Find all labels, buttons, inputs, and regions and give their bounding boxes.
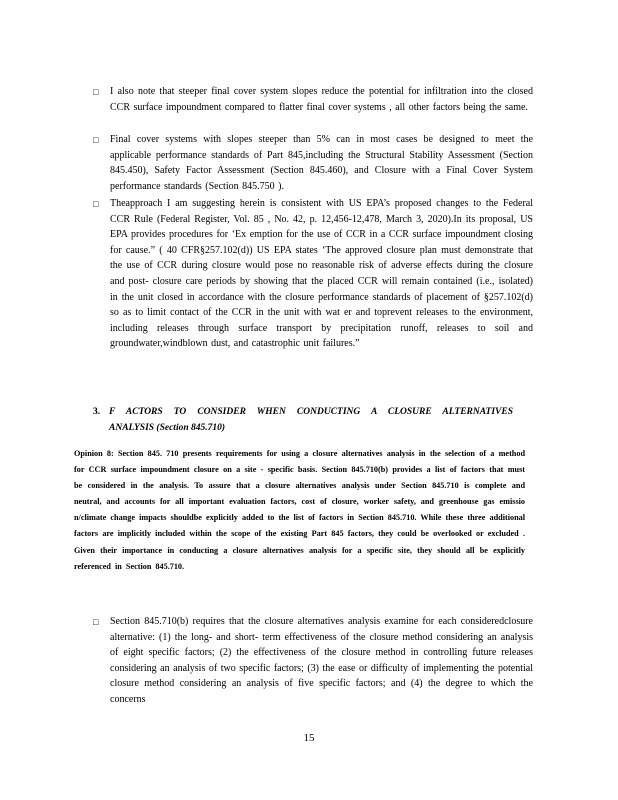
- bullet-box-icon: □: [93, 135, 99, 145]
- bullet-text: Final cover systems with slopes steeper than 5% can in most cases be designed to meet the applicable performance standards of Part 845,including the Structural Stability Assessment (Section 845.450), Safety Factor Assessment (Section 845.460), and Closure with a Final Cover System performance standards (Section 845.750 ).: [110, 134, 533, 192]
- section-title-line2: ANALYSIS (Section 845.710): [109, 423, 226, 433]
- bullet-item: [93, 614, 533, 710]
- opinion-paragraph: Opinion 8: Section 845. 710 presents requirements for using a closure alternatives analysis in the selection of a method for CCR surface impoundment closure on a site - specific basis. Section 845.710(b) provides a list of factors that must be considered in the analysis. To assure that a closure alternatives analysis under Section 845.710 is complete and neutral, and accounts for all important evaluation factors, cost of closure, worker safety, and greenhouse gas emissio n/climate change impacts shouldbe explicitly added to the list of factors in Section 845.710. While these three additional factors are implicitly included within the scope of the existing Part 845 factors, they could be overlooked or excluded . Given their importance in conducting a closure alternatives analysis for a specific site, they should all be explicitly referenced in Section 845.710.: [74, 449, 525, 571]
- bullet-box-icon: □: [93, 199, 99, 209]
- bullet-text: Theapproach I am suggesting herein is consistent with US EPA’s proposed changes to the Federal CCR Rule (Federal Register, Vol. 85 , No. 42, p. 12,456-12,478, March 3, 2020).In its proposal, US EPA provides procedures for ‘Ex emption for the use of CCR in a CCR surface impoundment closing for cause.” ( 40 CFR§257.102(d)) US EPA states ‘The approved closure plan must demonstrate that the use of CCR during closure would pose no reasonable risk of adverse effects during the closure and post- closure care periods by showing that the placed CCR will remain contained (i.e., isolated) in the unit closed in accordance with the closure performance standards of placement of §257.102(d) so as to limit contact of the CCR in the unit with wat er and toprevent releases to the environment, including releases through surface transport by precipitation runoff, releases to soil and groundwater,windblown dust, and catastrophic unit failures.”: [110, 198, 533, 350]
- bullet-item: [93, 196, 533, 376]
- bullet-item: [93, 84, 533, 132]
- bullet-text: I also note that steeper final cover system slopes reduce the potential for infiltration into the closed CCR surface impoundment compared to flatter final cover systems , all other factors being the same.: [110, 86, 533, 113]
- page-number: 15: [303, 732, 315, 744]
- section-title-line1: F ACTORS TO CONSIDER WHEN CONDUCTING A CLOSURE ALTERNATIVES: [109, 407, 513, 417]
- bullet-item: [93, 132, 533, 196]
- bullet-text: Section 845.710(b) requires that the closure alternatives analysis examine for each consideredclosure alternative: (1) the long- and short- term effectiveness of the closure method considering an analysis of eight specific factors; (2) the effectiveness of the closure method in controlling future releases considering an analysis of two specific factors; (3) the ease or difficulty of implementing the potential closure method considering an analysis of five specific factors; and (4) the degree to which the concerns: [110, 616, 533, 705]
- bullet-box-icon: □: [93, 87, 99, 97]
- bullet-box-icon: □: [93, 617, 99, 627]
- section-number: 3.: [93, 407, 101, 417]
